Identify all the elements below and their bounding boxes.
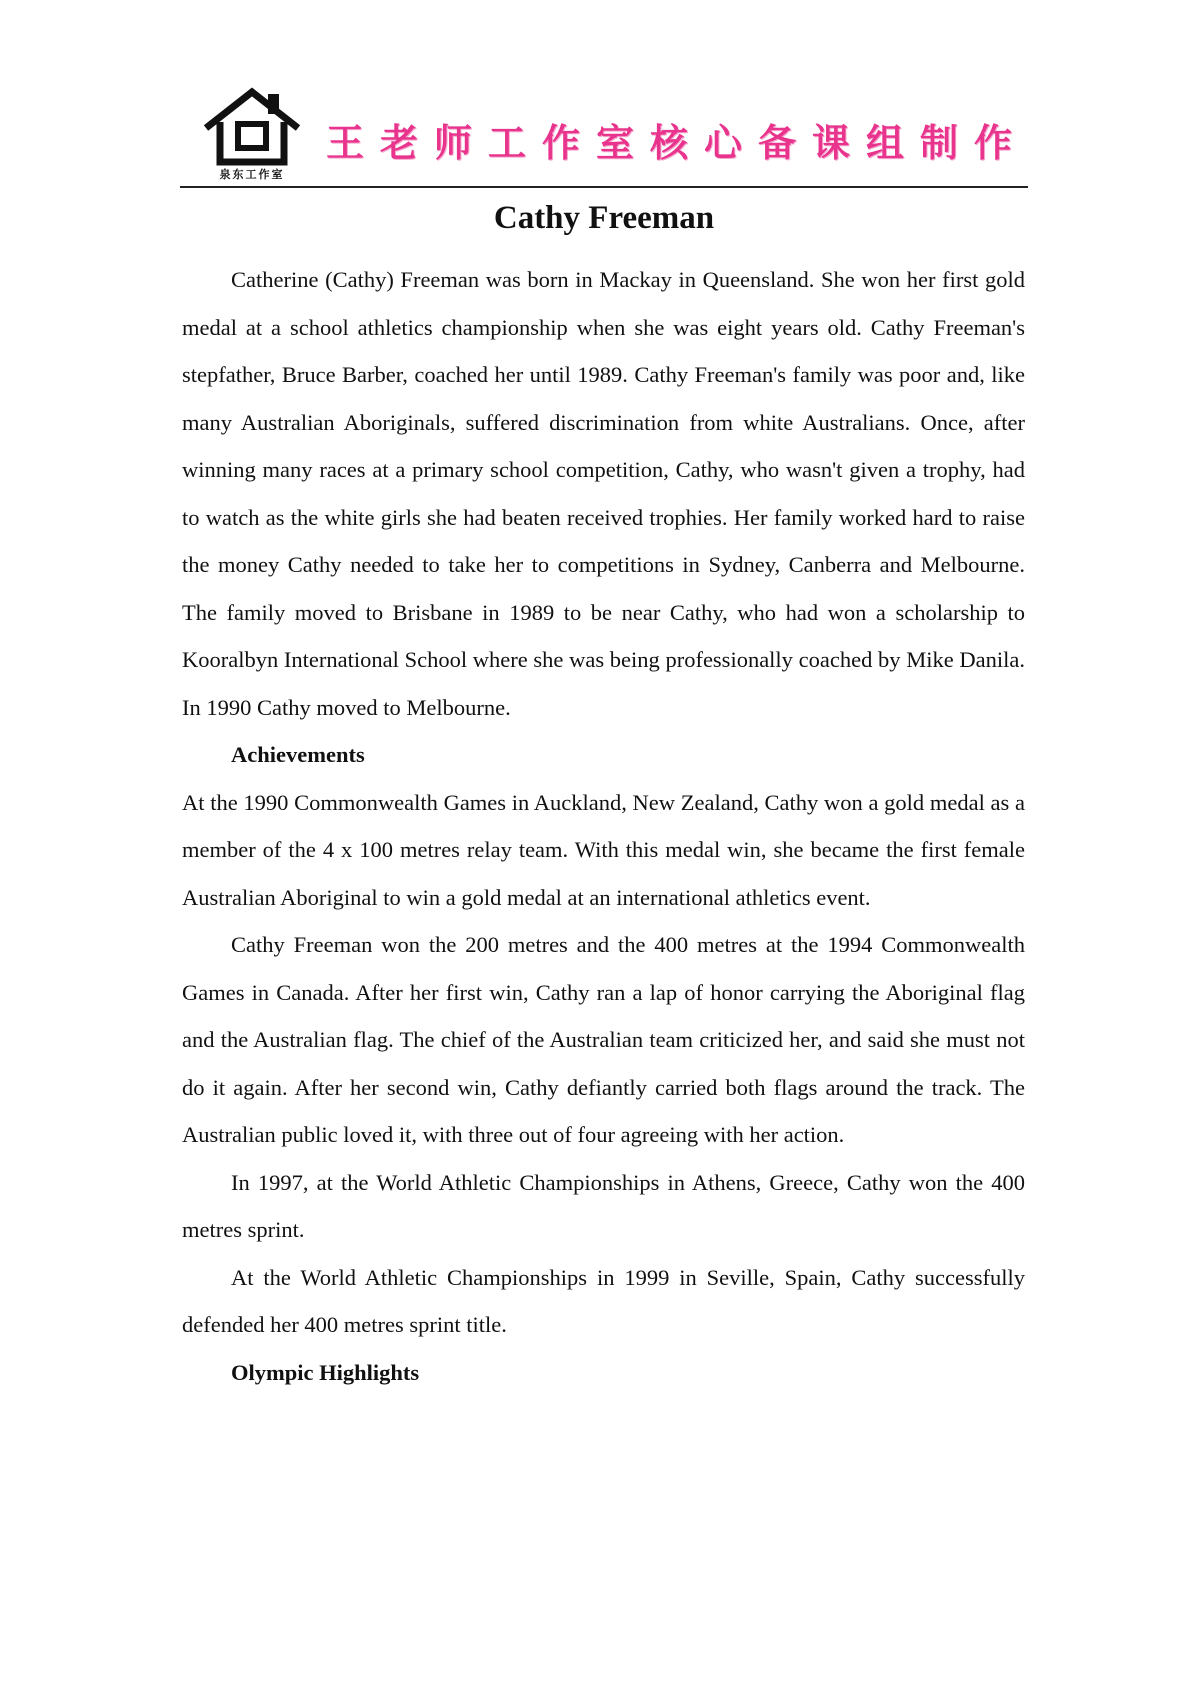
- document-title: Cathy Freeman: [493, 200, 715, 236]
- document-body: [182, 256, 1025, 1396]
- paragraph-early-life: Catherine (Cathy) Freeman was born in Mackay in Queensland. She won her first gold medal at a school athletics championship when she was eight years old. Cathy Freeman's stepfather, Bruce Barber, coached her until 1989. Cathy Freeman's family was poor and, like many Australian Aboriginals, suffered discrimination from white Australians. Once, after winning many races at a primary school competition, Cathy, who wasn't given a trophy, had to watch as the white girls she had beaten received trophies. Her family worked hard to raise the money Cathy needed to take her to competitions in Sydney, Canberra and Melbourne. The family moved to Brisbane in 1989 to be near Cathy, who had won a scholarship to Kooralbyn International School where she was being professionally coached by Mike Danila. In 1990 Cathy moved to Melbourne.: [182, 267, 1025, 720]
- paragraph-1999-championships: At the World Athletic Championships in 1999 in Seville, Spain, Cathy successfully defended her 400 metres sprint title.: [182, 1264, 1025, 1337]
- logo-caption: 泉东工作室: [219, 168, 285, 181]
- paragraph-1990-games: At the 1990 Commonwealth Games in Auckland, New Zealand, Cathy won a gold medal as a member of the 4 x 100 metres relay team. With this medal win, she became the first female Australian Aboriginal to win a gold medal at an international athletics event.: [182, 789, 1025, 910]
- house-icon: [200, 86, 304, 168]
- page-header: [180, 80, 1028, 188]
- paragraph-1997-championships: In 1997, at the World Athletic Championships in Athens, Greece, Cathy won the 400 metres sprint.: [182, 1169, 1025, 1242]
- section-heading-achievements: Achievements: [231, 742, 365, 767]
- paragraph-1994-games: Cathy Freeman won the 200 metres and the 400 metres at the 1994 Commonwealth Games in Canada. After her first win, Cathy ran a lap of honor carrying the Aboriginal flag and the Australian flag. The chief of the Australian team criticized her, and said she must not do it again. After her second win, Cathy defiantly carried both flags around the track. The Australian public loved it, with three out of four agreeing with her action.: [182, 932, 1025, 1147]
- house-logo: [200, 86, 304, 182]
- section-heading-olympic-highlights: Olympic Highlights: [231, 1359, 420, 1385]
- studio-title: 王老师工作室核心备课组制作: [326, 121, 1029, 165]
